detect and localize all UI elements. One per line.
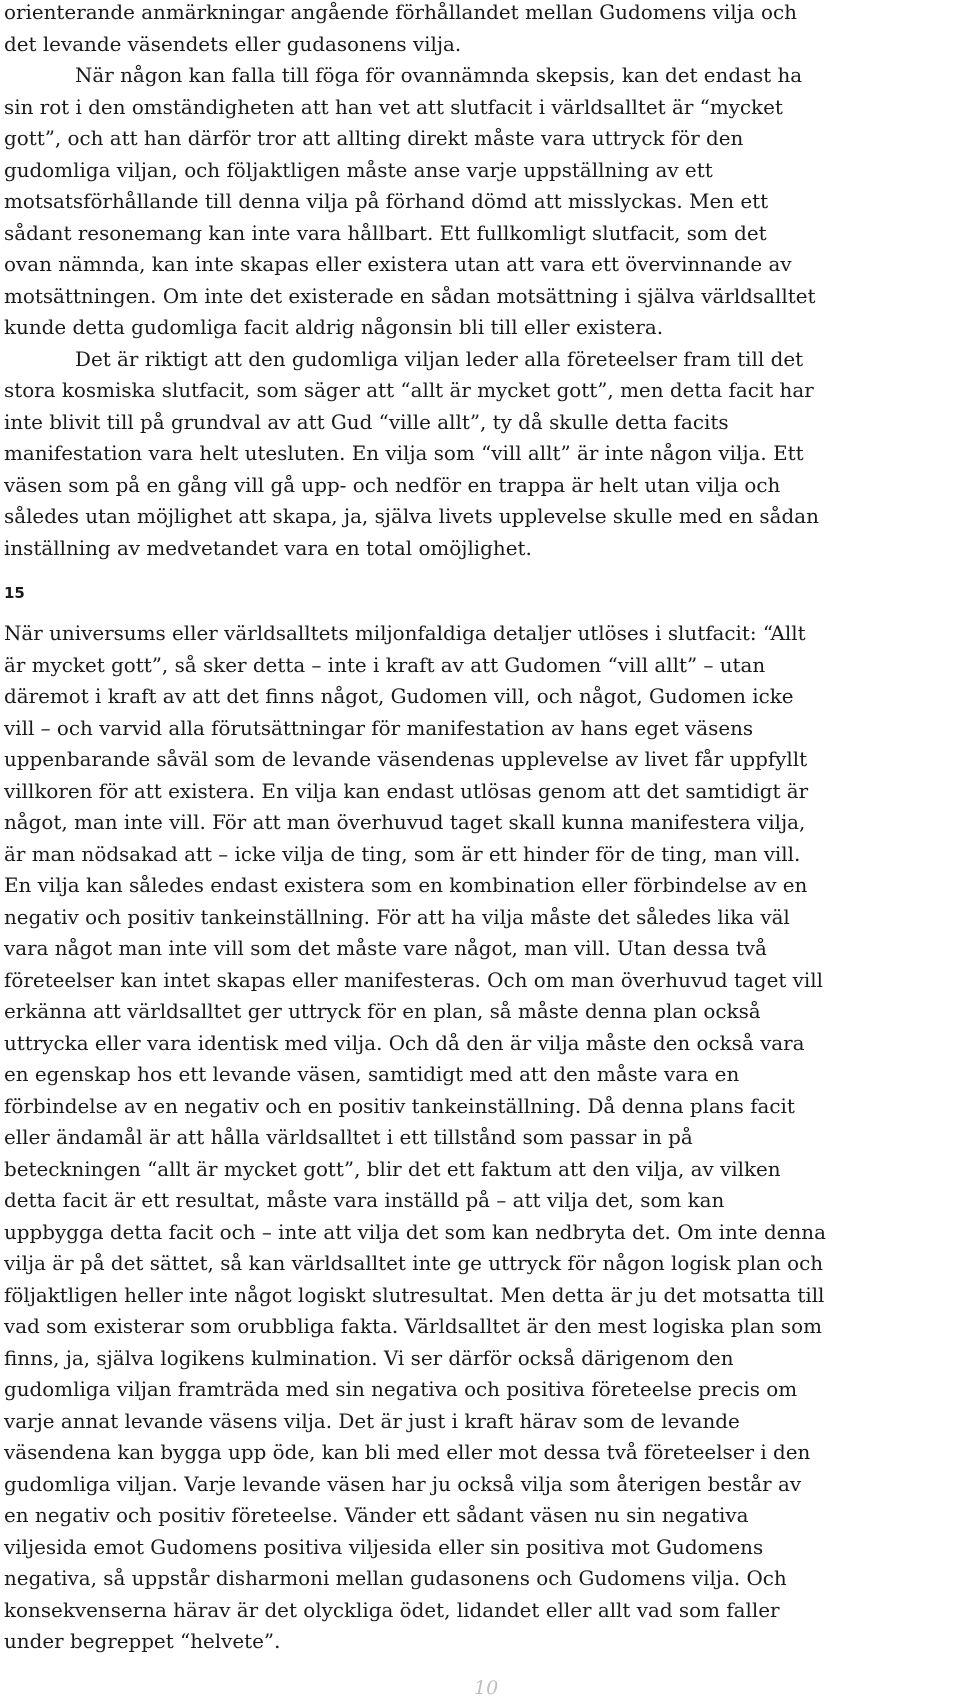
- text-line: något, man inte vill. För att man överhuvud taget skall kunna manifestera vilja,: [4, 811, 806, 834]
- text-line: inte blivit till på grundval av att Gud “ville allt”, ty då skulle detta facits: [4, 410, 729, 434]
- text-line: uppenbarande såväl som de levande väsendenas upplevelse av livet får uppfyllt: [4, 748, 808, 771]
- text-line: erkänna att världsalltet ger uttryck för en plan, så måste denna plan också: [4, 1000, 761, 1023]
- text-line: väsen som på en gång vill gå upp- och nedför en trappa är helt utan vilja och: [4, 473, 781, 497]
- document-page: [4, 0, 960, 1701]
- text-line: däremot i kraft av att det finns något, Gudomen vill, och något, Gudomen icke: [4, 685, 794, 708]
- text-line: följaktligen heller inte något logiskt slutresultat. Men detta är ju det motsatta till: [4, 1283, 825, 1307]
- text-line: uppbygga detta facit och – inte att vilja det som kan nedbryta det. Om inte denna: [4, 1220, 826, 1244]
- text-line: företeelser kan intet skapas eller manifesteras. Och om man överhuvud taget vill: [4, 968, 823, 992]
- text-line: viljesida emot Gudomens positiva viljesida eller sin positiva mot Gudomens: [4, 1535, 764, 1559]
- text-line: uttrycka eller vara identisk med vilja. Och då den är vilja måste den också vara: [4, 1031, 805, 1055]
- text-line: negativa, så uppstår disharmoni mellan gudasonens och Gudomens vilja. Och: [4, 1567, 787, 1590]
- text-line: manifestation vara helt utesluten. En vilja som “vill allt” är inte någon vilja. Ett: [4, 442, 804, 465]
- text-line: gudomliga viljan framträda med sin negativa och positiva företeelse precis om: [4, 1378, 798, 1401]
- text-line: Det är riktigt att den gudomliga viljan leder alla företeelser fram till det: [75, 347, 804, 371]
- text-line: gudomliga viljan. Varje levande väsen har ju också vilja som återigen består av: [4, 1472, 802, 1496]
- text-line: det levande väsendets eller gudasonens vilja.: [4, 32, 462, 56]
- text-line: gott”, och att han därför tror att allting direkt måste vara uttryck för den: [4, 127, 744, 150]
- text-line: förbindelse av en negativ och en positiv tankeinställning. Då denna plans facit: [4, 1094, 795, 1118]
- text-line: sådant resonemang kan inte vara hållbart. Ett fullkomligt slutfacit, som det: [4, 221, 767, 245]
- section-number: 15: [4, 584, 25, 602]
- text-line: är mycket gott”, så sker detta – inte i kraft av att Gudomen “vill allt” – utan: [4, 653, 766, 677]
- text-line: negativ och positiv tankeinställning. För att ha vilja måste det således lika väl: [4, 905, 790, 929]
- text-line: väsendena kan bygga upp öde, kan bli med eller mot dessa två företeelser i den: [4, 1441, 811, 1464]
- text-line: är man nödsakad att – icke vilja de ting, som är ett hinder för de ting, man vill.: [4, 842, 801, 866]
- text-line: en egenskap hos ett levande väsen, samtidigt med att den måste vara en: [4, 1063, 740, 1086]
- text-line: finns, ja, själva logikens kulmination. Vi ser därför också därigenom den: [4, 1346, 734, 1370]
- text-line: stora kosmiska slutfacit, som säger att “allt är mycket gott”, men detta facit har: [4, 379, 814, 402]
- text-line: en negativ och positiv företeelse. Vänder ett sådant väsen nu sin negativa: [4, 1504, 749, 1527]
- paragraph-block-section-15: [4, 618, 826, 1658]
- text-line: eller ändamål är att hålla världsalltet i ett tillstånd som passar in på: [4, 1126, 693, 1149]
- text-line: ovan nämnda, kan inte skapas eller existera utan att vara ett övervinnande av: [4, 253, 792, 276]
- text-line: sin rot i den omständigheten att han vet att slutfacit i världsalltet är “mycket: [4, 95, 783, 119]
- text-line: inställning av medvetandet vara en total omöjlighet.: [4, 536, 532, 560]
- text-line: kunde detta gudomliga facit aldrig någonsin bli till eller existera.: [4, 316, 664, 339]
- text-line: vilja är på det sättet, så kan världsalltet inte ge uttryck för någon logisk plan och: [4, 1252, 824, 1275]
- text-line: När universums eller världsalltets miljonfaldiga detaljer utlöses i slutfacit: “Allt: [4, 622, 806, 645]
- text-line: När någon kan falla till föga för ovannämnda skepsis, kan det endast ha: [75, 64, 803, 87]
- text-line: vara något man inte vill som det måste vare något, man vill. Utan dessa två: [4, 937, 767, 960]
- text-line: vill – och varvid alla förutsättningar för manifestation av hans eget väsens: [4, 716, 754, 740]
- text-line: således utan möjlighet att skapa, ja, själva livets upplevelse skulle med en sådan: [4, 505, 819, 528]
- text-line: under begreppet “helvete”.: [4, 1630, 281, 1653]
- text-line: beteckningen “allt är mycket gott”, blir det ett faktum att den vilja, av vilken: [4, 1157, 781, 1181]
- paragraph-block-top: [4, 0, 819, 564]
- text-line: varje annat levande väsens vilja. Det är just i kraft härav som de levande: [4, 1409, 740, 1433]
- text-line: vad som existerar som orubbliga fakta. Världsalltet är den mest logiska plan som: [4, 1315, 822, 1338]
- text-line: konsekvenserna härav är det olyckliga ödet, lidandet eller allt vad som faller: [4, 1598, 780, 1622]
- text-line: detta facit är ett resultat, måste vara inställd på – att vilja det, som kan: [4, 1189, 725, 1212]
- text-line: En vilja kan således endast existera som en kombination eller förbindelse av en: [4, 874, 808, 897]
- page-number: 10: [474, 1677, 499, 1699]
- text-line: motsättningen. Om inte det existerade en sådan motsättning i själva världsalltet: [4, 284, 816, 308]
- text-line: villkoren för att existera. En vilja kan endast utlösas genom att det samtidigt är: [4, 779, 809, 803]
- text-line: motsatsförhållande till denna vilja på förhand dömd att misslyckas. Men ett: [4, 190, 769, 213]
- text-line: gudomliga viljan, och följaktligen måste anse varje uppställning av ett: [4, 158, 713, 182]
- text-line: orienterande anmärkningar angående förhållandet mellan Gudomens vilja och: [4, 1, 797, 24]
